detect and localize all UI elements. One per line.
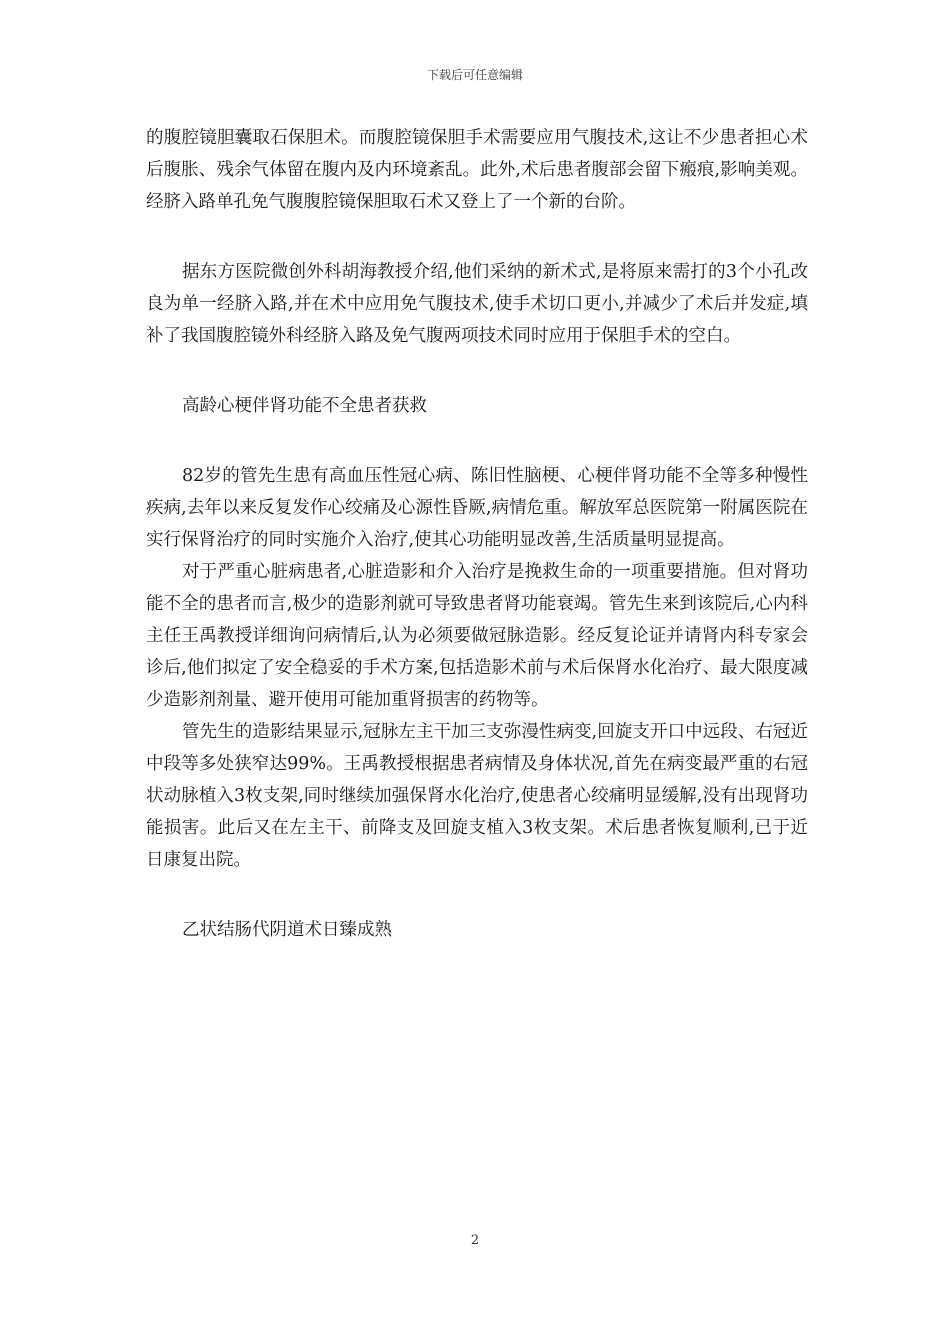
paragraph-laparoscopic-continued: 的腹腔镜胆囊取石保胆术。而腹腔镜保胆手术需要应用气腹技术,这让不少患者担心术后腹胀、残余气体留在腹内及内环境紊乱。此外,术后患者腹部会留下瘢痕,影响美观。经脐入路单孔免气腹腹腔镜保胆取石术又登上了一个新的台阶。 bbox=[146, 128, 808, 212]
paragraph-patient-history: 82岁的管先生患有高血压性冠心病、陈旧性脑梗、心梗伴肾功能不全等多种慢性疾病,去年以来反复发作心绞痛及心源性昏厥,病情危重。解放军总医院第一附属医院在实行保肾治疗的同时实施介入治疗,使其心功能明显改善,生活质量明显提高。 bbox=[146, 466, 808, 550]
paragraph-east-hospital: 据东方医院微创外科胡海教授介绍,他们采纳的新术式,是将原来需打的3个小孔改良为单一经脐入路,并在术中应用免气腹技术,使手术切口更小,并减少了术后并发症,填补了我国腹腔镜外科经脐入路及免气腹两项技术同时应用于保胆手术的空白。 bbox=[146, 262, 808, 346]
paragraph-treatment-result: 管先生的造影结果显示,冠脉左主干加三支弥漫性病变,回旋支开口中远段、右冠近中段等多处狭窄达99%。王禹教授根据患者病情及身体状况,首先在病变最严重的右冠状动脉植入3枚支架,同时继续加强保肾水化治疗,使患者心绞痛明显缓解,没有出现肾功能损害。此后又在左主干、前降支及回旋支植入3枚支架。术后患者恢复顺利,已于近日康复出院。 bbox=[146, 722, 808, 870]
page-header: 下载后可任意编辑 bbox=[426, 68, 523, 82]
page-number: 2 bbox=[470, 1233, 480, 1248]
section-heading-heart-kidney: 高龄心梗伴肾功能不全患者获救 bbox=[182, 396, 427, 416]
section-heading-sigmoid-colon: 乙状结肠代阴道术日臻成熟 bbox=[182, 920, 392, 940]
document-body bbox=[146, 122, 808, 946]
paragraph-angiography-risk: 对于严重心脏病患者,心脏造影和介入治疗是挽救生命的一项重要措施。但对肾功能不全的患者而言,极少的造影剂就可导致患者肾功能衰竭。管先生来到该院后,心内科主任王禹教授详细询问病情后,认为必须要做冠脉造影。经反复论证并请肾内科专家会诊后,他们拟定了安全稳妥的手术方案,包括造影术前与术后保肾水化治疗、最大限度减少造影剂剂量、避开使用可能加重肾损害的药物等。 bbox=[146, 562, 808, 710]
